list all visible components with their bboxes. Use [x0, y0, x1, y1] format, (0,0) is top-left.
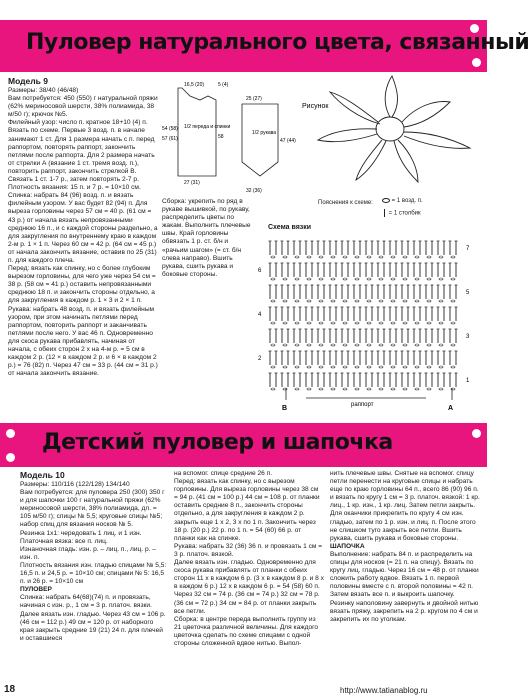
chain-stitch-symbol [391, 322, 395, 324]
chain-stitch-symbol [403, 366, 407, 368]
chain-stitch-symbol [295, 366, 299, 368]
chain-stitch-symbol [271, 388, 275, 390]
row-number: 4 [258, 312, 262, 318]
measurement-label: 54 (58) [162, 126, 178, 132]
chain-stitch-symbol [367, 388, 371, 390]
chain-stitch-symbol [283, 344, 287, 346]
model9-heading: Модель 9 [8, 76, 48, 86]
chain-stitch-symbol [439, 278, 443, 280]
chain-stitch-symbol [367, 278, 371, 280]
model10-col3 [330, 470, 480, 682]
model10-paragraph: Изнаночная гладь: изн. р. – лиц. п., лиц. р. – изн. п. [20, 545, 156, 561]
legend-dc-label: = 1 столбик [388, 210, 421, 217]
model10-col2 [174, 470, 324, 682]
chain-stitch-symbol [439, 256, 443, 258]
model9-paragraph: Сборка: укрепить по ряд в рукаве вышивкой, по рукаву, распределить цветы по жакам. Выполнить плечевые швы. Край горловины обвязать 1 р. ст. б/н и «рачьим шагом» (= ст. б/н слева направо). Вшить рукава, сшить рукава и боковые стороны. [162, 198, 251, 278]
measurement-label: 57 (61) [162, 136, 178, 142]
model10-paragraph: Плотность вязания изн. гладью спицами № 5,5: 16,5 п. и 24,5 р. = 10×10 см; спицами № 5: 16,5 п. и 26 р. = 10×10 см [20, 561, 167, 586]
chain-stitch-symbol [451, 278, 455, 280]
decorative-dot [472, 58, 481, 67]
chain-stitch-symbol [379, 322, 383, 324]
chain-stitch-symbol [415, 300, 419, 302]
chain-stitch-symbol [295, 344, 299, 346]
model10-paragraph: Рукава: набрать 32 (36) 36 п. и провязать 1 см = 3 р. платоч. вязкой. [174, 542, 323, 558]
row-number: 6 [258, 268, 262, 274]
chain-stitch-symbol [343, 344, 347, 346]
double-crochet-icon [384, 209, 385, 217]
legend-chain-item [382, 198, 423, 204]
decorative-dot [6, 453, 15, 462]
arrow-a-label: A [448, 405, 454, 412]
chain-stitch-symbol [439, 344, 443, 346]
model10-paragraph: Перед: вязать как спинку, но с вырезом горловины. Для выреза горловины через 38 см = 94 р. (41 см = 100 р.) 44 см = 108 р. от планки оставить средние 8 п., закончить стороны отдельно, а для закругления в каждом 2 р. закрыть еще 1 х 2, 3 х по 1 п. Закончить через 18 р. (20 р.) 22 р. по 1 п. = 54 (60) 66 р. от планки как на спинке. [174, 478, 320, 542]
chain-stitch-symbol [307, 300, 311, 302]
model10-paragraph: Вам потребуется: для пуловера 250 (300) 350 г и для шапочки 100 г натуральной пряжи (62% мериносовой шерсти, 38% полиамида, дл. = 105 м/50 г); спицы № 5,5; круговые спицы №5; набор спиц для вязания носков № 5. [20, 489, 165, 529]
petal [402, 102, 450, 127]
chain-stitch-symbol [415, 322, 419, 324]
chain-stitch-symbol [331, 344, 335, 346]
model10-col1 [20, 470, 168, 682]
chain-stitch-symbol [367, 300, 371, 302]
chain-stitch-symbol [319, 344, 323, 346]
chain-stitch-symbol [283, 300, 287, 302]
chain-stitch-symbol [379, 300, 383, 302]
chain-stitch-symbol [295, 388, 299, 390]
measurement-label: 1/2 рукава [252, 130, 277, 136]
chain-stitch-symbol [439, 366, 443, 368]
chain-stitch-symbol [415, 388, 419, 390]
chain-stitch-symbol [355, 366, 359, 368]
chain-stitch-symbol [307, 322, 311, 324]
sleeve-outline [242, 104, 278, 176]
chain-stitch-symbol [415, 344, 419, 346]
chain-stitch-symbol [427, 366, 431, 368]
chain-stitch-symbol [403, 278, 407, 280]
chain-stitch-symbol [391, 388, 395, 390]
model10-paragraph: Для оканчики прикрепить по кругу 4 см изн. гладью, затем по 1 р. изн. и лиц. п. После этого не слишком туго закрыть все петли. Вшить рукава, сшить рукава и боковые стороны. [330, 510, 476, 542]
chain-stitch-symbol [319, 388, 323, 390]
chain-stitch-symbol [295, 300, 299, 302]
chain-stitch-icon [382, 198, 390, 203]
chain-stitch-symbol [319, 278, 323, 280]
model9-paragraph: Спинка: набрать 84 (96) возд. п. и вязать филейным узором. У вас будет 82 (94) п. Для выреза горловины через 57 см = 40 р. (61 см = 43 р.) от начала вязать непровязанными среднюю 16 п., и с каждой стороны раздельно, а для закругления по внутреннему краю в каждом 2-м р. 1 × 1 п. Через 60 см = 42 р. (64 см = 45 р.) от начала закончить вязание, оставив по 25 (31) п. для каждого плеча. [8, 192, 158, 264]
page-title: Пуловер натурального цвета, связанный [26, 30, 529, 55]
decorative-dot [472, 429, 481, 438]
chain-stitch-symbol [403, 344, 407, 346]
chain-stitch-symbol [283, 256, 287, 258]
page-number: 18 [4, 684, 16, 695]
chain-stitch-symbol [271, 366, 275, 368]
model10-paragraph: Выполнение: набрать 84 п. и распределить на спицы для носков (= 21 п. на спицу). Вязать по кругу лиц. гладью. Через 16 см = 48 р. от планки сложить работу вдвое. Вязать 1 п. первой половины вместе с п. второй половины = 42 п. Затем вязать все п. и выкроить шапочку. Резинку наполовину завернуть и двойной нитью вязать пряжу, закрепить на 2 р. кругом по 4 см и закрепить их по уголкам. [330, 550, 479, 623]
chain-stitch-symbol [379, 366, 383, 368]
chain-stitch-symbol [355, 278, 359, 280]
measurement-label: 16,5 (20) [184, 82, 205, 88]
chain-stitch-symbol [403, 300, 407, 302]
model9-paragraph: Перед: вязать как спинку, но с более глубоким вырезом горловины, для чего уже через 54 см = 38 р. (58 см = 41 р.) оставить непровязанными среднюю 18 п. и закончить стороны отдельно, а для закругления в каждом р. 1 × 3 и 2 × 1 п. [8, 265, 156, 305]
flower-center [376, 117, 404, 141]
chain-stitch-symbol [343, 388, 347, 390]
legend-chain-label: = 1 возд. п. [391, 198, 423, 205]
chain-stitch-symbol [427, 300, 431, 302]
chain-stitch-symbol [439, 300, 443, 302]
crochet-scheme [256, 232, 478, 410]
chain-stitch-symbol [343, 256, 347, 258]
front-back-outline [178, 88, 216, 176]
repeat-label: раппорт [351, 402, 374, 408]
chain-stitch-symbol [271, 278, 275, 280]
chain-stitch-symbol [427, 278, 431, 280]
model9-paragraph: Филейный узор: число п. кратное 18+10 (4) п. Вязать по схеме. Первые 3 возд. п. в начале занимают 1 ст. Для 1 размера начать с п. перед раппортом, повторять раппорт, закончить петлями после раппорта. Для 2 размера начать от стрелки А (вязание 1 ст. тремя возд. п.), повторить раппорт, закончить стрелкой В. Связать 1 ст. 1-7 р., затем повторять 2-7 р. [8, 119, 155, 184]
petal [330, 92, 380, 124]
source-url[interactable]: http://www.tatianablog.ru [340, 686, 428, 695]
row-number: 7 [466, 246, 470, 252]
chain-stitch-symbol [271, 300, 275, 302]
chain-stitch-symbol [415, 278, 419, 280]
chain-stitch-symbol [271, 322, 275, 324]
petal [318, 129, 377, 142]
chain-stitch-symbol [331, 278, 335, 280]
model9-paragraph: Размеры: 38/40 (46/48) [8, 87, 79, 94]
chain-stitch-symbol [391, 344, 395, 346]
chain-stitch-symbol [283, 322, 287, 324]
model9-paragraph: Плотность вязания: 15 п. и 7 р. = 10×10 см. [8, 184, 141, 192]
chain-stitch-symbol [355, 388, 359, 390]
chain-stitch-symbol [403, 388, 407, 390]
measurement-label: 25 (27) [246, 96, 262, 102]
row-number: 3 [466, 334, 470, 340]
chain-stitch-symbol [451, 366, 455, 368]
chain-stitch-symbol [451, 322, 455, 324]
chain-stitch-symbol [427, 322, 431, 324]
chain-stitch-symbol [355, 300, 359, 302]
chain-stitch-symbol [367, 322, 371, 324]
chain-stitch-symbol [391, 256, 395, 258]
chain-stitch-symbol [271, 256, 275, 258]
chain-stitch-symbol [451, 256, 455, 258]
chain-stitch-symbol [439, 322, 443, 324]
legend-dc-item [382, 209, 421, 217]
chain-stitch-symbol [319, 366, 323, 368]
chain-stitch-symbol [391, 278, 395, 280]
chain-stitch-symbol [295, 256, 299, 258]
flower-drawing [300, 74, 480, 184]
model10-paragraph: нить плечевые швы. Снятые на вспомог. спицу петли перенести на круговые спицы и набрать еще по краю горловины 64 п., всего 86 (90) 96 п. и вязать по кругу 1 см = 3 р. платоч. вязкой: 1 кр. лиц., 1 кр. изн., 1 кр. лиц. Затем петли закрыть. [330, 470, 480, 510]
chain-stitch-symbol [403, 322, 407, 324]
chain-stitch-symbol [379, 344, 383, 346]
chain-stitch-symbol [343, 322, 347, 324]
row-number: 5 [466, 290, 470, 296]
chain-stitch-symbol [271, 344, 275, 346]
model10-paragraph: Спинка: набрать 64(68)(74) п. и провязать, начиная с изн. р., 1 см = 3 р. платоч. вязки. Далее вязать изн. гладью. Через 43 см = 106 р. (46 см = 112 р.) 49 см = 120 р. от наборного края закрыть средние 19 (21) 24 п. для плечей и оставшиеся [20, 594, 166, 642]
section-title: Детский пуловер и шапочка [42, 430, 393, 455]
petal [356, 140, 386, 180]
measurement-label: 47 (44) [280, 138, 296, 144]
chain-stitch-symbol [391, 366, 395, 368]
chain-stitch-symbol [343, 366, 347, 368]
model10-paragraph: Платочная вязка: все п. лиц. [20, 537, 108, 545]
model9-paragraph: Рукава: набрать 48 возд. п. и вязать филейным узором, при этом начинать петлями перед раппортом, повторить раппорт и заканчивать петлями после него. У вас 46 п. Одновременно для скоса рукава прибавлять, начиная от начала, с обеих сторон 2 х на 4-м р. = 5 см в каждом 2 р. (12 × в каждом 2 р. и 6 × в каждом 2 р.) = 76 (82) п. Через 47 см = 33 р. (44 см = 31 р.) от начала закончить вязание. [8, 305, 158, 378]
chain-stitch-symbol [307, 256, 311, 258]
row-number: 2 [258, 356, 262, 362]
chain-stitch-symbol [367, 256, 371, 258]
pattern-schematic [160, 78, 296, 196]
chain-stitch-symbol [319, 322, 323, 324]
chain-stitch-symbol [295, 278, 299, 280]
drawing-label: Рисунок [302, 103, 329, 110]
chain-stitch-symbol [355, 344, 359, 346]
chain-stitch-symbol [451, 344, 455, 346]
row-number: 1 [466, 378, 470, 384]
chain-stitch-symbol [331, 256, 335, 258]
chain-stitch-symbol [427, 388, 431, 390]
chain-stitch-symbol [295, 322, 299, 324]
chain-stitch-symbol [319, 300, 323, 302]
scheme-title: Схема вязки [268, 224, 312, 231]
measurement-label: 27 (31) [184, 180, 200, 186]
chain-stitch-symbol [415, 256, 419, 258]
petal [394, 140, 418, 182]
model10-paragraph: на вспомог. спице средние 26 п. [174, 470, 273, 477]
chain-stitch-symbol [367, 344, 371, 346]
chain-stitch-symbol [331, 366, 335, 368]
chain-stitch-symbol [331, 388, 335, 390]
model9-text [8, 76, 158, 421]
petal [385, 76, 397, 117]
model10-heading: Модель 10 [20, 470, 65, 480]
chain-stitch-symbol [379, 388, 383, 390]
chain-stitch-symbol [439, 388, 443, 390]
chain-stitch-symbol [319, 256, 323, 258]
measurement-label: 32 (36) [246, 188, 262, 194]
measurement-label: 58 [218, 134, 224, 140]
petal [404, 132, 470, 148]
chain-stitch-symbol [379, 278, 383, 280]
chain-stitch-symbol [307, 366, 311, 368]
model10-subheading: ШАПОЧКА [330, 542, 365, 550]
model9-paragraph: Вам потребуется: 450 (550) г натуральной пряжи (62% мериносовой шерсти, 38% полиамида, 38 м/50 г); крючок №5. [8, 95, 158, 119]
chain-stitch-symbol [355, 256, 359, 258]
measurement-label: 1/2 переда и спинки [184, 124, 231, 130]
model9-text-cont [162, 198, 254, 420]
decorative-dot [6, 429, 15, 438]
chain-stitch-symbol [415, 366, 419, 368]
chain-stitch-symbol [283, 278, 287, 280]
chain-stitch-symbol [343, 300, 347, 302]
chain-stitch-symbol [307, 388, 311, 390]
chain-stitch-symbol [427, 256, 431, 258]
model10-paragraph: Сборка: в центре переда выполнить группу из 21 цветочка различной величины. Для каждого цветочка сделать по схеме спицами с одной стороны сложенной вдвое нитью. Выпол- [174, 615, 319, 647]
model10-subheading: ПУЛОВЕР [20, 586, 52, 594]
chain-stitch-symbol [451, 300, 455, 302]
chain-stitch-symbol [283, 366, 287, 368]
model10-paragraph: Далее вязать изн. гладью. Одновременно для скоса рукава прибавлять от планки с обеих сторон 11 х в каждом 6 р. (3 х в каждом 8 р. и 8 х в каждом 6 р.) 12 х в каждом 6 р. = 54 (58) 60 п. Через 32 см = 74 р. (36 см = 74 р.) 32 см = 78 р. (36 см = 72 р.) 34 см = 84 р. от планки закрыть все петли. [174, 559, 324, 615]
model10-paragraph: Резинка 1x1: чередовать 1 лиц. и 1 изн. [20, 529, 142, 537]
chain-stitch-symbol [331, 322, 335, 324]
chain-stitch-symbol [367, 366, 371, 368]
chain-stitch-symbol [403, 256, 407, 258]
chain-stitch-symbol [307, 344, 311, 346]
chain-stitch-symbol [379, 256, 383, 258]
legend-title: Пояснения к схеме: [318, 200, 373, 206]
arrow-b-label: B [282, 405, 288, 412]
chain-stitch-symbol [355, 322, 359, 324]
chain-stitch-symbol [307, 278, 311, 280]
chain-stitch-symbol [331, 300, 335, 302]
model10-paragraph: Размеры: 110/116 (122/128) 134/140 [20, 481, 130, 488]
chain-stitch-symbol [427, 344, 431, 346]
chain-stitch-symbol [343, 278, 347, 280]
measurement-label: 5 (4) [218, 82, 229, 88]
chain-stitch-symbol [391, 300, 395, 302]
